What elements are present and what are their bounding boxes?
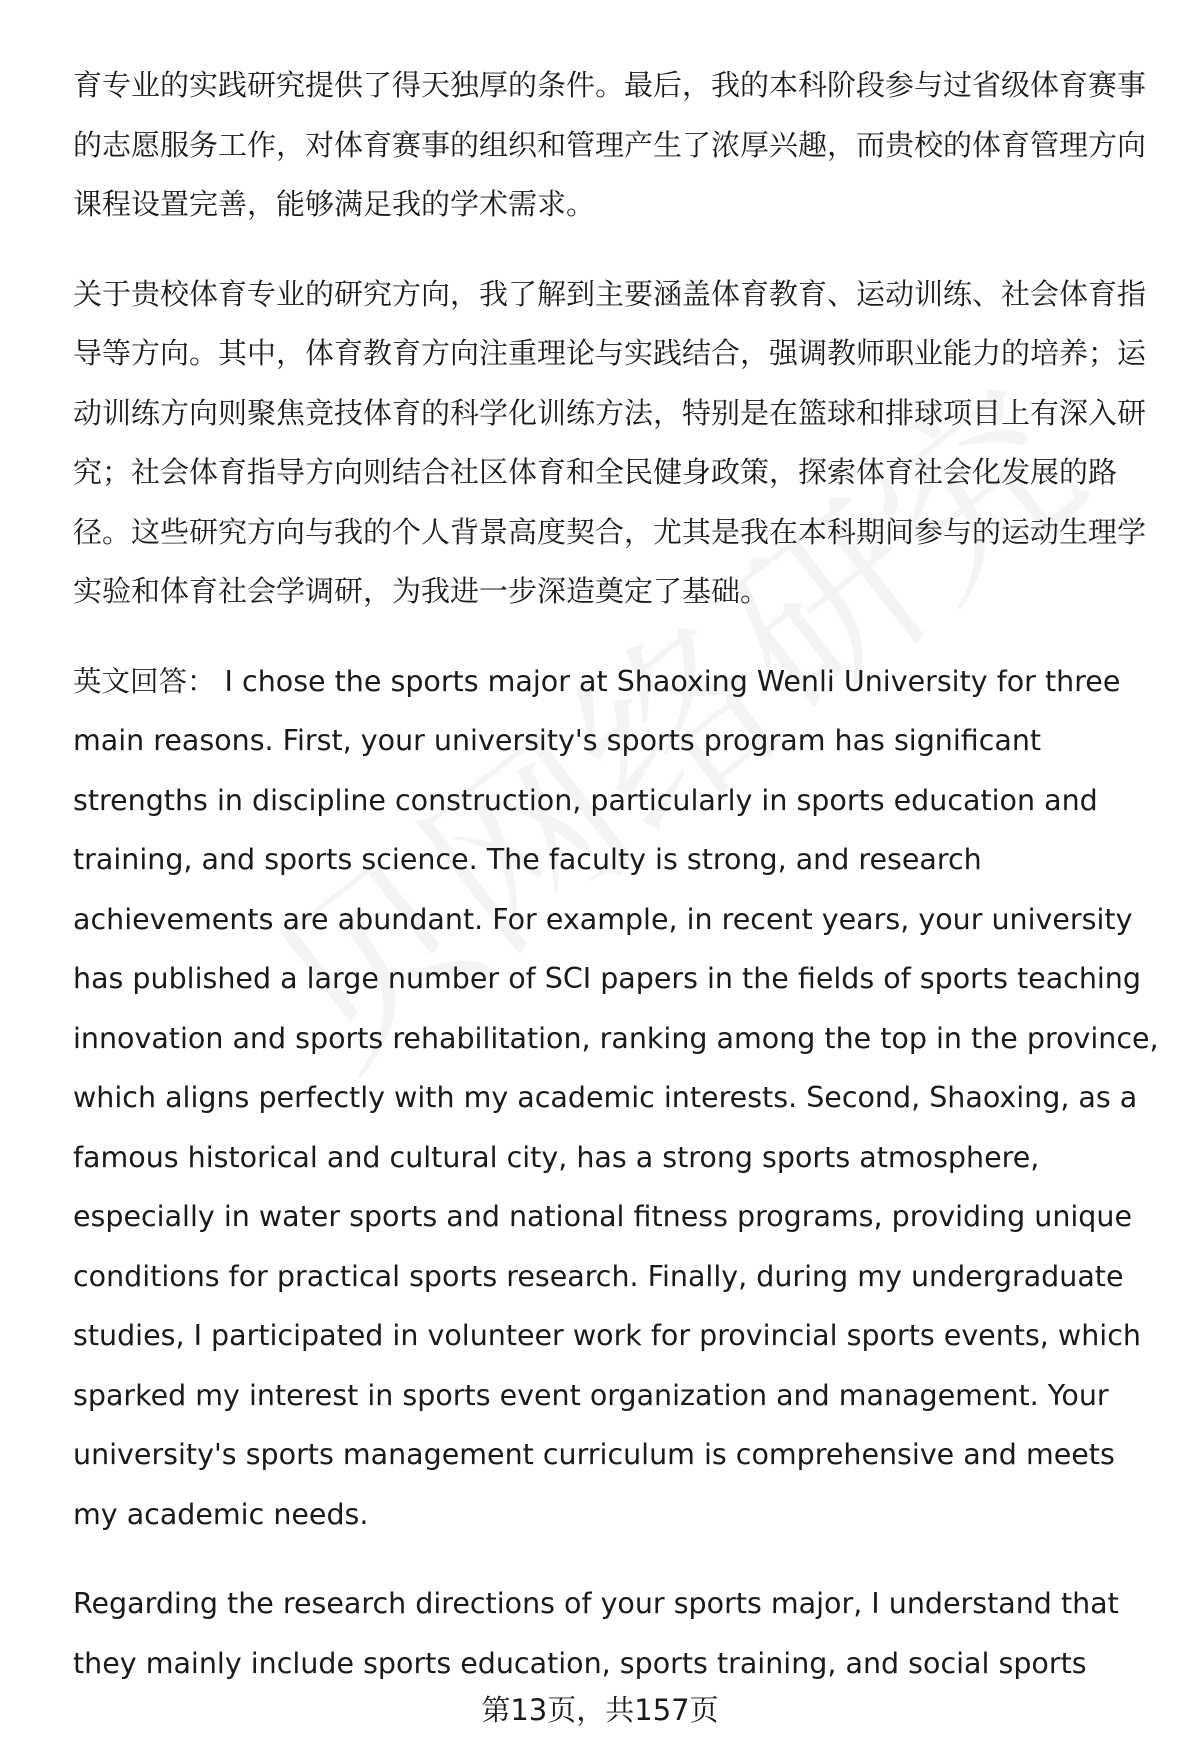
paragraph-chinese-2: 关于贵校体育专业的研究方向，我了解到主要涵盖体育教育、运动训练、社会体育指导等方向。其中，体育教育方向注重理论与实践结合，强调教师职业能力的培养；运动训练方向则聚焦竞技体育的科学化训练方法，特别是在篮球和排球项目上有深入研究；社会体育指导方向则结合社区体育和全民健身政策，探索体育社会化发展的路径。这些研究方向与我的个人背景高度契合，尤其是我在本科期间参与的运动生理学实验和体育社会学调研，为我进一步深造奠定了基础。	[73, 276, 1147, 608]
document-body	[73, 56, 1163, 1693]
paragraph-english-research: Regarding the research directions of your sports major, I understand that they mainly include sports education, sports training, and social sports	[73, 1587, 1119, 1680]
paragraph-chinese-1: 育专业的实践研究提供了得天独厚的条件。最后，我的本科阶段参与过省级体育赛事的志愿服务工作，对体育赛事的组织和管理产生了浓厚兴趣，而贵校的体育管理方向课程设置完善，能够满足我的学术需求。	[73, 68, 1147, 221]
paragraph-english-answer: 英文回答： I chose the sports major at Shaoxing Wenli University for three main reasons. First, your university's sports program has significant strengths in discipline construction, particularly in sports education and training, and sports science. The faculty is strong, and research achievements are abundant. For example, in recent years, your university has published a large number of SCI papers in the fields of sports teaching innovation and sports rehabilitation, ranking among the top in the province, which aligns perfectly with my academic interests. Second, Shaoxing, as a famous historical and cultural city, has a strong sports atmosphere, especially in water sports and national fitness programs, providing unique conditions for practical sports research. Finally, during my undergraduate studies, I participated in volunteer work for provincial sports events, which sparked my interest in sports event organization and management. Your university's sports management curriculum is comprehensive and meets my academic needs.	[73, 664, 1159, 1531]
page-number-footer: 第13页，共157页	[481, 1693, 719, 1727]
